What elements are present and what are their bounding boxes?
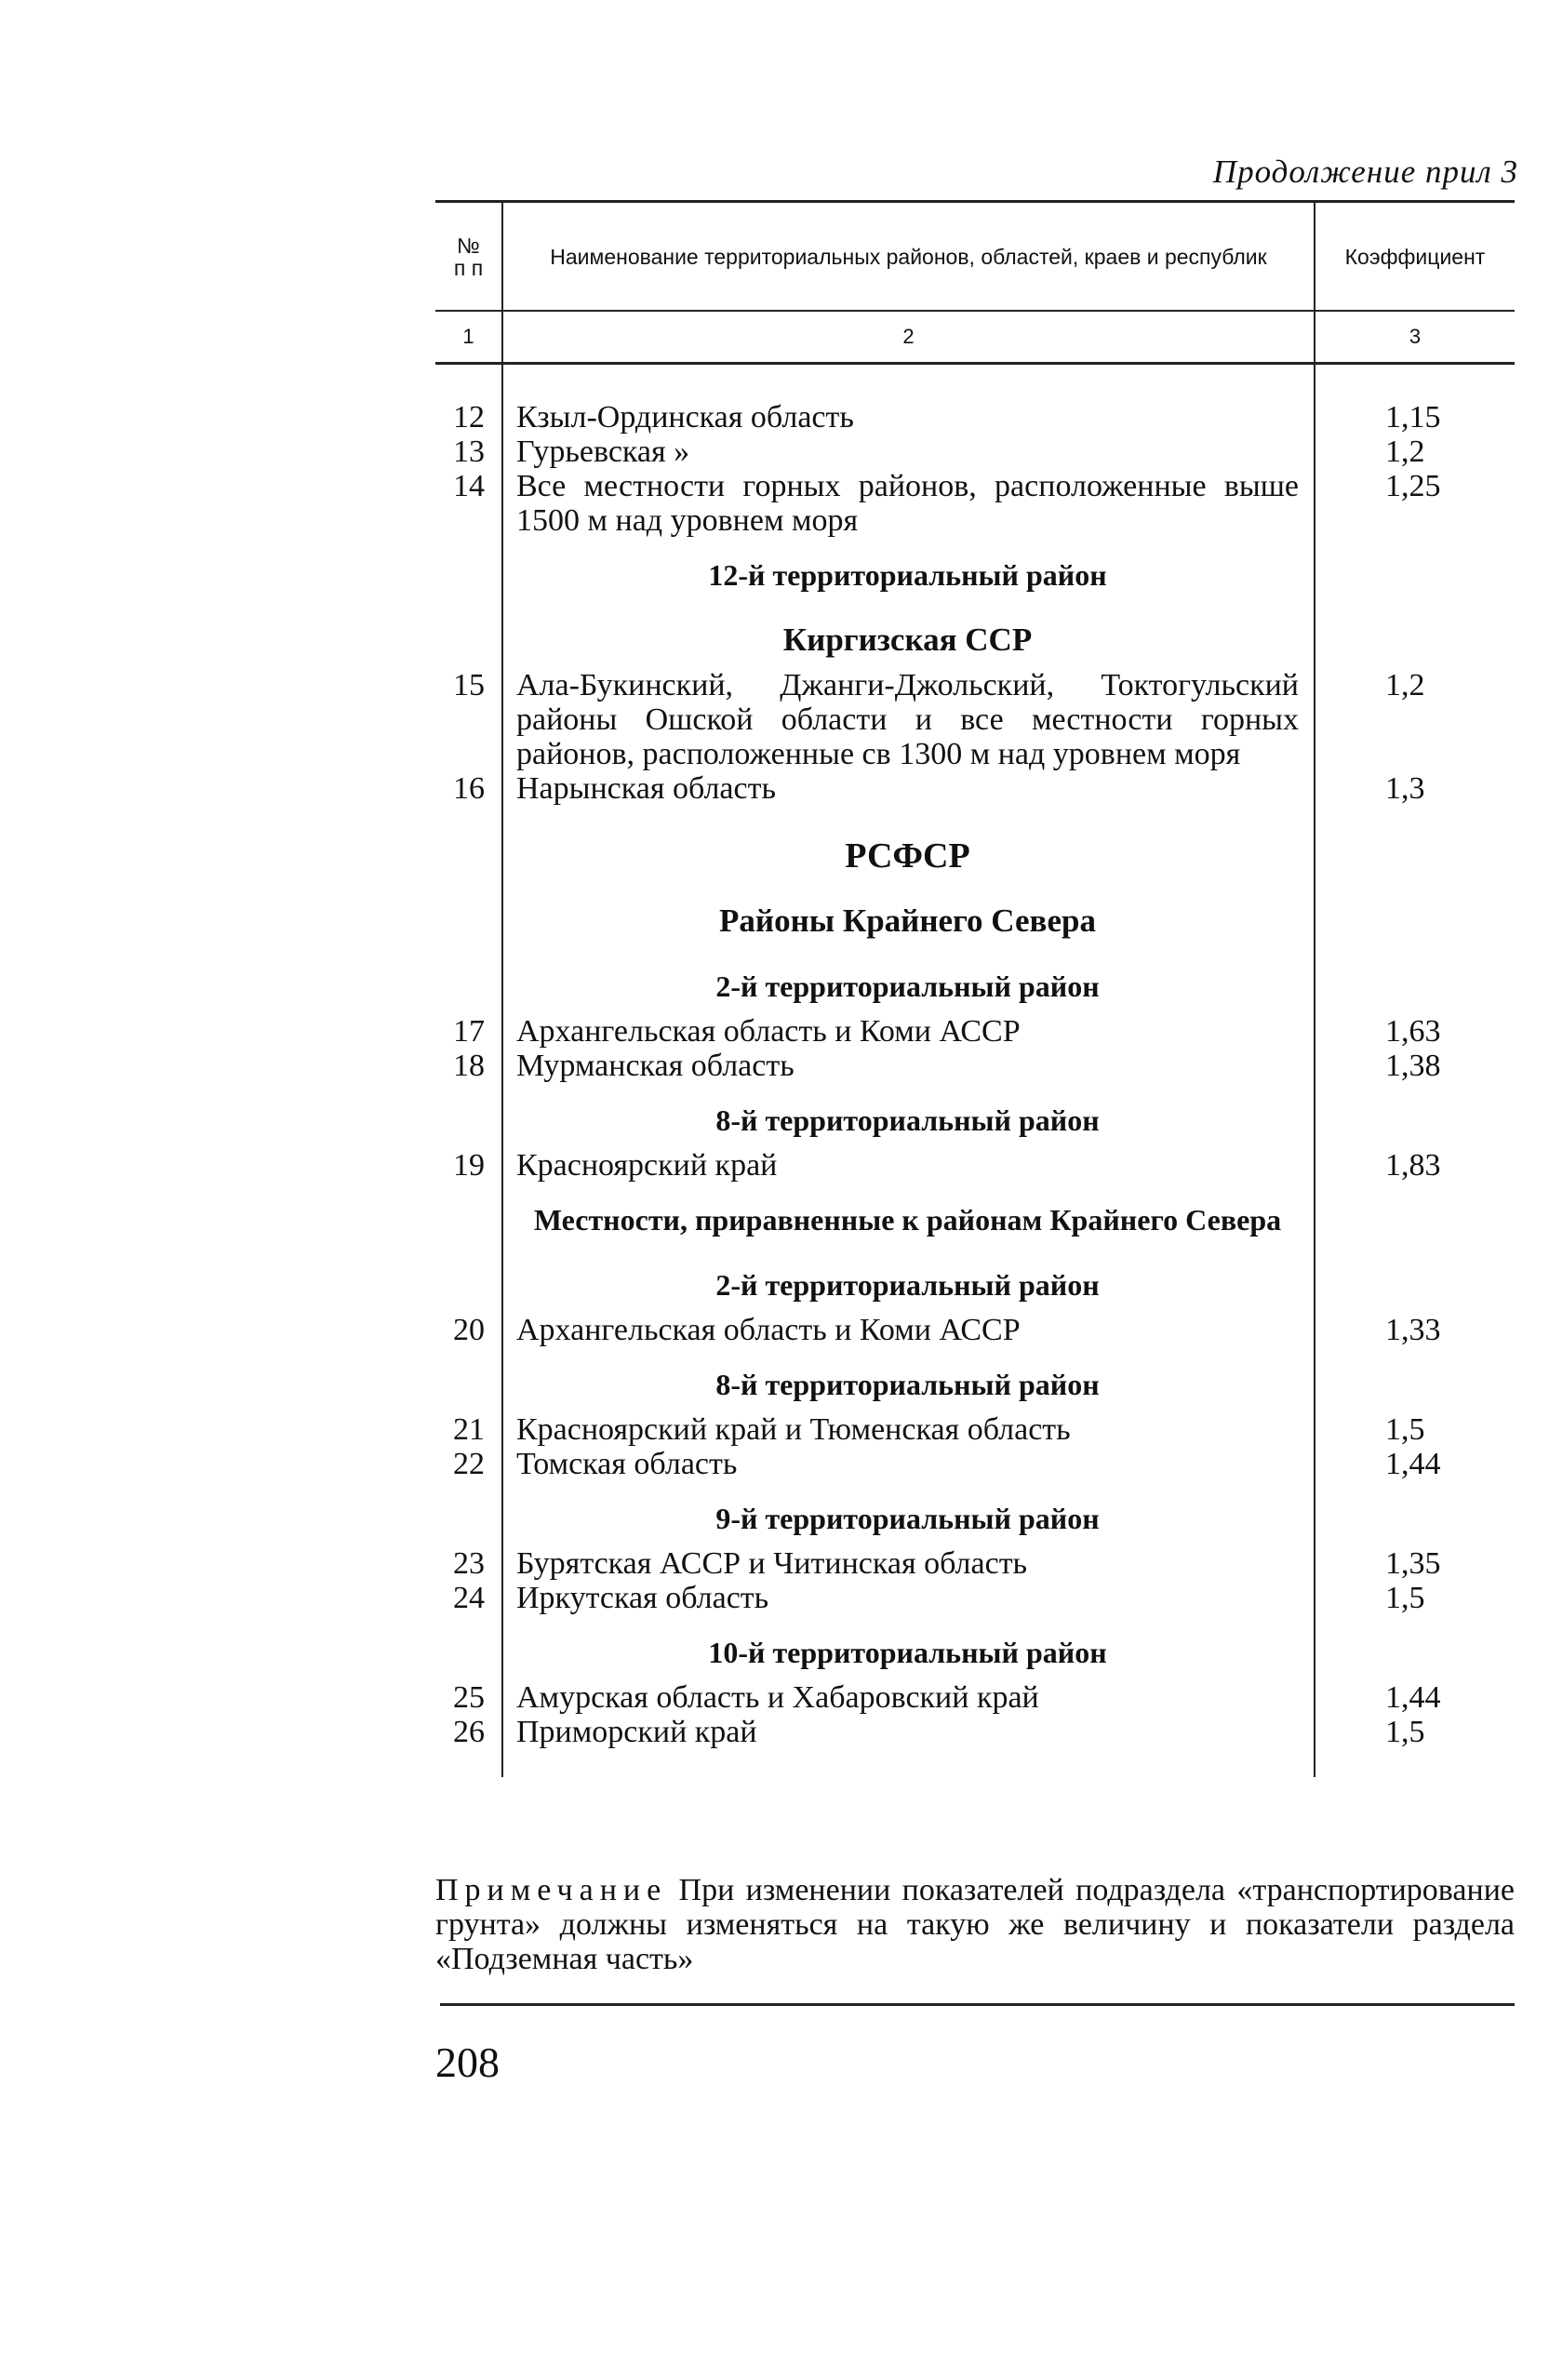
row-number: 23 <box>453 1546 485 1581</box>
section-heading: 2-й территориальный район <box>502 1248 1315 1313</box>
row-name: Гурьевская » <box>502 435 1315 469</box>
table-row <box>435 435 1515 469</box>
row-name: Красноярский край <box>502 1148 1315 1183</box>
row-coefficient: 1,33 <box>1315 1313 1515 1347</box>
section-heading-row <box>435 1347 1515 1412</box>
bottom-rule <box>440 2003 1515 2006</box>
empty-cell <box>1315 538 1515 603</box>
note-label: Примечание <box>435 1873 668 1907</box>
header-number: № п п <box>435 202 502 312</box>
column-number-1: 1 <box>435 311 502 364</box>
row-number: 13 <box>453 435 485 469</box>
row-name: Кзыл-Ординская область <box>502 364 1315 435</box>
row-coefficient: 1,5 <box>1315 1715 1515 1777</box>
row-name: Амурская область и Хабаровский край <box>502 1680 1315 1715</box>
row-name: Иркутская область <box>502 1581 1315 1615</box>
column-number-row <box>435 311 1515 364</box>
table-row <box>435 1447 1515 1481</box>
section-heading-row <box>435 1481 1515 1546</box>
table-row <box>435 1581 1515 1615</box>
row-coefficient: 1,63 <box>1315 1014 1515 1049</box>
table-row <box>435 1313 1515 1347</box>
empty-cell <box>1315 884 1515 949</box>
row-number: 12 <box>453 400 485 435</box>
row-number: 26 <box>453 1715 485 1749</box>
column-number-2: 2 <box>502 311 1315 364</box>
section-heading-row <box>435 1083 1515 1148</box>
row-coefficient: 1,44 <box>1315 1680 1515 1715</box>
row-name: Архангельская область и Коми АССР <box>502 1313 1315 1347</box>
section-heading: Киргизская ССР <box>502 603 1315 668</box>
empty-cell <box>435 884 502 949</box>
empty-cell <box>1315 1183 1515 1248</box>
row-name: Приморский край <box>502 1715 1315 1777</box>
row-number: 14 <box>453 469 485 503</box>
section-heading: 2-й территориальный район <box>502 949 1315 1014</box>
row-coefficient: 1,2 <box>1315 435 1515 469</box>
table-body <box>435 364 1515 1778</box>
header-coefficient: Коэффициент <box>1315 202 1515 312</box>
empty-cell <box>435 1183 502 1248</box>
section-heading: 10-й территориальный район <box>502 1615 1315 1680</box>
table-row <box>435 1546 1515 1581</box>
section-heading: РСФСР <box>502 806 1315 884</box>
note-text: При изменении показателей подраздела «транспортирование грунта» должны изменяться на такую же величину и показатели раздела «Подземная часть» <box>435 1873 1515 1976</box>
row-name: Красноярский край и Тюменская область <box>502 1412 1315 1447</box>
empty-cell <box>1315 1083 1515 1148</box>
empty-cell <box>435 806 502 884</box>
table-row <box>435 364 1515 435</box>
empty-cell <box>1315 1481 1515 1546</box>
empty-cell <box>435 1347 502 1412</box>
row-coefficient: 1,5 <box>1315 1581 1515 1615</box>
row-coefficient: 1,15 <box>1315 364 1515 435</box>
row-number: 25 <box>453 1680 485 1715</box>
section-heading: Районы Крайнего Севера <box>502 884 1315 949</box>
row-name: Архангельская область и Коми АССР <box>502 1014 1315 1049</box>
empty-cell <box>1315 1248 1515 1313</box>
regions-table <box>435 200 1515 1777</box>
row-number: 16 <box>453 771 485 806</box>
row-number: 20 <box>453 1313 485 1347</box>
row-number: 17 <box>453 1014 485 1049</box>
empty-cell <box>435 1248 502 1313</box>
section-heading-row <box>435 806 1515 884</box>
section-heading-row <box>435 538 1515 603</box>
row-coefficient: 1,25 <box>1315 469 1515 538</box>
note <box>435 1873 1515 1976</box>
empty-cell <box>435 1083 502 1148</box>
row-coefficient: 1,35 <box>1315 1546 1515 1581</box>
section-heading-row <box>435 603 1515 668</box>
table-row <box>435 1049 1515 1083</box>
row-name: Ала-Букинский, Джанги-Джольский, Токтогульский районы Ошской области и все местности горных районов, расположенные св 1300 м над уровнем моря <box>502 668 1315 771</box>
empty-cell <box>1315 1347 1515 1412</box>
table-row <box>435 1412 1515 1447</box>
section-heading: Местности, приравненные к районам Крайнего Севера <box>502 1183 1315 1248</box>
table-row <box>435 469 1515 538</box>
page-header: Продолжение прил 3 <box>1212 154 1518 190</box>
section-heading: 9-й территориальный район <box>502 1481 1315 1546</box>
row-coefficient: 1,5 <box>1315 1412 1515 1447</box>
section-heading: 12-й территориальный район <box>502 538 1315 603</box>
table-header-row <box>435 202 1515 312</box>
row-name: Бурятская АССР и Читинская область <box>502 1546 1315 1581</box>
section-heading-row <box>435 1615 1515 1680</box>
row-name: Нарынская область <box>502 771 1315 806</box>
row-name: Все местности горных районов, расположенные выше 1500 м над уровнем моря <box>502 469 1315 538</box>
row-coefficient: 1,44 <box>1315 1447 1515 1481</box>
header-name: Наименование территориальных районов, областей, краев и республик <box>502 202 1315 312</box>
empty-cell <box>435 949 502 1014</box>
empty-cell <box>435 603 502 668</box>
row-number: 22 <box>453 1447 485 1481</box>
row-number: 21 <box>453 1412 485 1447</box>
row-number: 15 <box>453 668 485 702</box>
row-coefficient: 1,83 <box>1315 1148 1515 1183</box>
row-coefficient: 1,38 <box>1315 1049 1515 1083</box>
empty-cell <box>1315 1615 1515 1680</box>
empty-cell <box>435 1615 502 1680</box>
section-heading-row <box>435 884 1515 949</box>
row-number: 24 <box>453 1581 485 1615</box>
section-heading-row <box>435 949 1515 1014</box>
empty-cell <box>435 1481 502 1546</box>
table-row <box>435 1715 1515 1777</box>
row-number: 19 <box>453 1148 485 1183</box>
row-name: Мурманская область <box>502 1049 1315 1083</box>
empty-cell <box>1315 806 1515 884</box>
table-row <box>435 668 1515 771</box>
empty-cell <box>1315 603 1515 668</box>
section-heading: 8-й территориальный район <box>502 1083 1315 1148</box>
row-coefficient: 1,3 <box>1315 771 1515 806</box>
table-row <box>435 1014 1515 1049</box>
section-heading-row <box>435 1248 1515 1313</box>
row-number: 18 <box>453 1049 485 1083</box>
page-number: 208 <box>435 2039 500 2086</box>
section-heading-row <box>435 1183 1515 1248</box>
row-name: Томская область <box>502 1447 1315 1481</box>
section-heading: 8-й территориальный район <box>502 1347 1315 1412</box>
table-row <box>435 1680 1515 1715</box>
empty-cell <box>435 538 502 603</box>
empty-cell <box>1315 949 1515 1014</box>
table-row <box>435 1148 1515 1183</box>
column-number-3: 3 <box>1315 311 1515 364</box>
table-row <box>435 771 1515 806</box>
row-coefficient: 1,2 <box>1315 668 1515 771</box>
